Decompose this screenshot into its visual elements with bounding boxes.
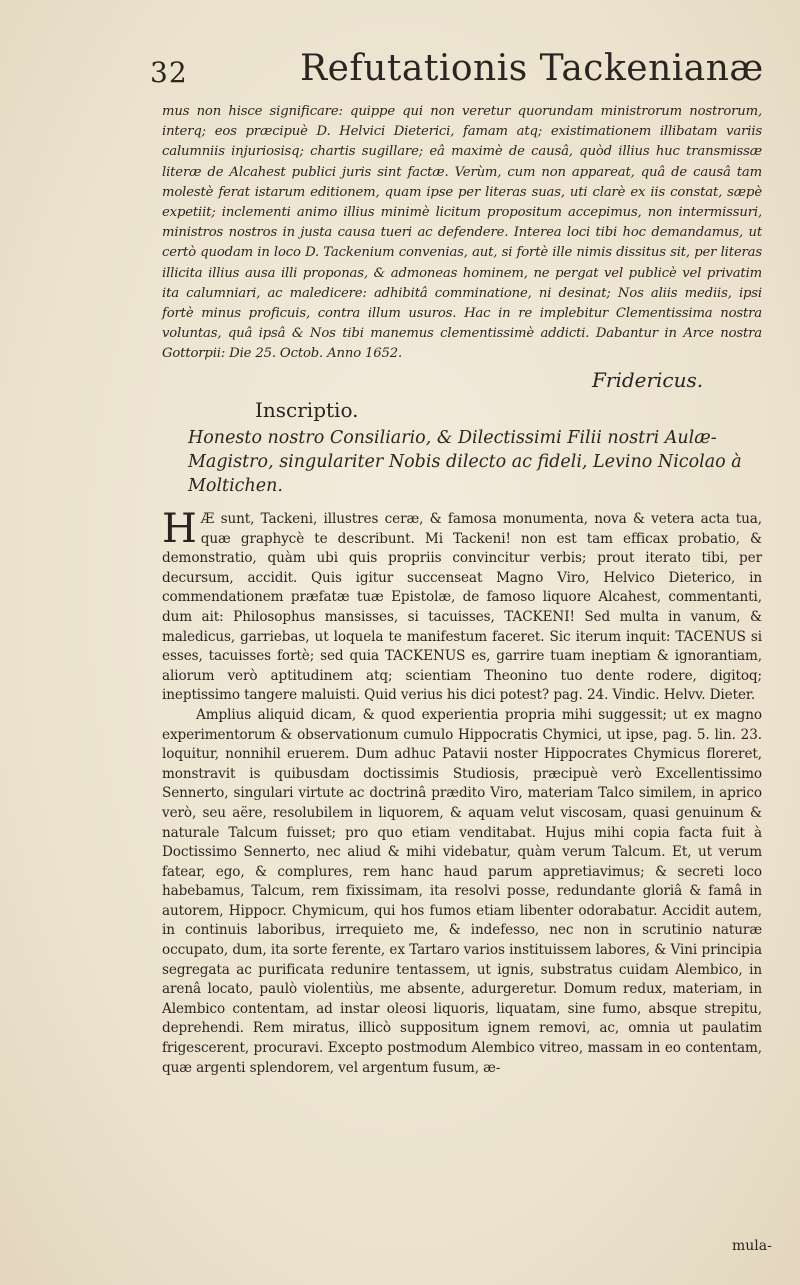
drop-cap: H — [162, 506, 197, 552]
paragraph-2-wrap — [162, 706, 762, 1078]
paragraph-1: Æ sunt, Tackeni, illustres ceræ, & famosa monumenta, nova & vetera acta tua, quæ graphycè te describunt. Mi Tackeni! non est tam efficax probatio, & demonstratio, quàm ubi quis propriis convincitur verbis; prout iterato tibi, per decursum, accidit. Quis igitur succenseat Magno Viro, Helvico Dieterico, in commendationem præfatæ tuæ Epistolæ, de famoso liquore Alcahest, commentanti, dum ait: Philosophus mansisses, si tacuisses, TACKENI! Sed multa in vanum, & maledicus, garriebas, ut loquela te manifestum faceret. Sic iterum inquit: TACENUS si esses, tacuisses fortè; sed quia TACKENUS es, garrire tuam ineptiam & ignorantiam, aliorum verò aptitudinem atq; scientiam Theonino tuo dente rodere, digitoq; ineptissimo tangere maluisti. Quid verius his dici potest? pag. 24. Vindic. Helvv. Dieter. — [162, 511, 762, 704]
signature: Fridericus. — [592, 368, 704, 392]
running-title: Refutationis Tackenianæ — [300, 48, 764, 89]
letter-text: mus non hisce significare: quippe qui non veretur quorundam ministrorum nostrorum, interq; eos præcipuè D. Helvici Dieterici, famam atq; existimationem illibatam variis calumniis injuriosisq; chartis sugillare; eâ maximè de causâ, quòd illius huc transmissæ literæ de Alcahest publici juris sint factæ. Verùm, cum non appareat, quâ de causâ tam molestè ferat istarum editionem, quam ipse per literas suas, uti clarè ex iis constat, sæpè expetiit; inclementi animo illius minimè licitum propositum accepimus, non intermissuri, ministros nostros in justa causa tueri ac defendere. Interea loci tibi hoc demandamus, ut certò quodam in loco D. Tackenium convenias, aut, si fortè ille nimis dissitus sit, per literas illicita illius ausa illi proponas, & admoneas hominem, ne pergat vel publicè vel privatim ita calumniari, ac maledicere: adhibitâ comminatione, ni desinat; Nos aliis mediis, ipsi fortè minus proficuis, contra illum usuros. Hac in re implebitur Clementissima nostra voluntas, quâ ipsâ & Nos tibi manemus clementissimè addicti. Dabantur in Arce nostra Gottorpii: Die 25. Octob. Anno 1652. — [162, 104, 762, 362]
inscriptio-heading: Inscriptio. — [255, 398, 359, 422]
inscriptio-address: Honesto nostro Consiliario, & Dilectissimi Filii nostri Aulæ-Magistro, singulariter Nobis dilecto ac fideli, Levino Nicolao à Moltichen. — [188, 428, 742, 496]
paragraph-2: Amplius aliquid dicam, & quod experientia propria mihi suggessit; ut ex magno experimentorum & observationum cumulo Hippocratis Chymici, ut ipse, pag. 5. lin. 23. loquitur, nonnihil eruerem. Dum adhuc Patavii noster Hippocrates Chymicus floreret, monstravit is quibusdam doctissimis Studiosis, præcipuè verò Excellentissimo Sennerto, singulari virtute ac doctrinâ prædito Viro, materiam Talco similem, in aprico verò, seu aëre, resolubilem in liquorem, & aquam velut viscosam, quasi genuinum & naturale Talcum fuisset; pro quo etiam venditabat. Hujus mihi copia facta fuit à Doctissimo Sennerto, nec aliud & mihi videbatur, quàm verum Talcum. Et, ut verum fatear, ego, & complures, rem hanc haud parum appretiavimus; & secreti loco habebamus, Talcum, rem fixissimam, ita resolvi posse, redundante gloriâ & famâ in autorem, Hippocr. Chymicum, qui hos fumos etiam libenter odorabatur. Accidit autem, in continuis laboribus, irrequieto me, & indefesso, nec non in scrutinio naturæ occupato, dum, ita sorte ferente, ex Tartaro varios instituissem labores, & Vini principia segregata ac purificata redunire tentassem, ut ignis, substratus cuidam Alembico, in arenâ locato, paulò violentiùs, me absente, adurgeretur. Domum redux, materiam, in Alembico contentam, ad instar oleosi liquoris, liquatam, sine fumo, absque strepitu, deprehendi. Rem miratus, illicò suppositum ignem removi, ac, omnia ut paulatim frigescerent, procuravi. Excepto postmodum Alembico vitreo, massam in eo contentam, quæ argenti splendorem, vel argentum fusum, æ- — [162, 706, 762, 1076]
body-text — [162, 506, 762, 1078]
catchword: mula- — [732, 1238, 772, 1254]
page-number: 32 — [150, 56, 188, 89]
running-head — [150, 48, 770, 94]
